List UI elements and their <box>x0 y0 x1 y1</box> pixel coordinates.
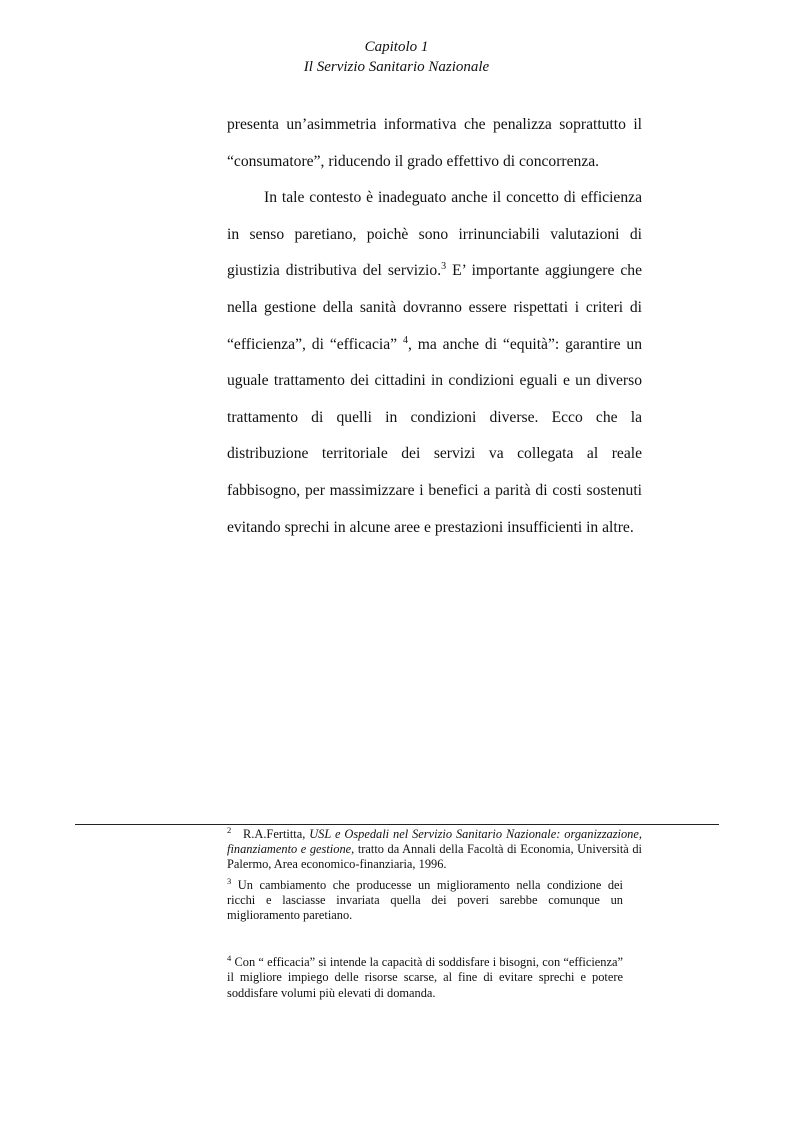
footnote-4-number: 4 <box>227 953 232 964</box>
footnote-3-number: 3 <box>227 875 232 886</box>
footnote-2-author: R.A.Fertitta, <box>243 827 306 841</box>
footnote-2-number: 2 <box>227 824 232 835</box>
running-header <box>0 37 793 77</box>
paragraph-2 <box>227 180 642 546</box>
paragraph-2-part-a: In tale contesto è inadeguato anche il concetto di efficienza in senso paretiano, poichè sono irrinunciabili valutazioni di giustizia distributiva del servizio. <box>227 189 642 280</box>
footnote-2-title: USL e Ospedali nel Servizio Sanitario Nazionale: organizzazione, finanziamento e gestione, <box>227 827 642 857</box>
footnote-ref-3: 3 <box>441 261 447 273</box>
footnote-ref-4: 4 <box>402 334 408 346</box>
chapter-title: Il Servizio Sanitario Nazionale <box>303 59 490 75</box>
footnote-2-rest: tratto da Annali della Facoltà di Economia, Università di Palermo, Area economico-finanziaria, 1996. <box>227 842 642 872</box>
footnote-2 <box>227 824 642 873</box>
footnote-3-text: Un cambiamento che producesse un miglioramento nella condizione dei ricchi e lasciasse invariata quella dei poveri sarebbe comunque un miglioramento paretiano. <box>227 877 623 923</box>
paragraph-2-part-c: , ma anche di “equità”: garantire un uguale trattamento dei cittadini in condizioni eguali e un diverso trattamento di quelli in condizioni diverse. Ecco che la distribuzione territoriale dei servizi va collegata al reale fabbisogno, per massimizzare i benefici a parità di costi sostenuti evitando sprechi in alcune aree e prestazioni insufficienti in altre. <box>227 335 642 536</box>
footnote-separator <box>75 824 719 825</box>
main-text <box>227 107 642 546</box>
footnote-4 <box>227 955 623 1001</box>
footnote-4-text: Con “ efficacia” si intende la capacità di soddisfare i bisogni, con “efficienza” il migliore impiego delle risorse scarse, al fine di evitare sprechi e potere soddisfare volumi più elevati di domanda. <box>227 955 623 1000</box>
paragraph-1: presenta un’asimmetria informativa che penalizza soprattutto il “consumatore”, riducendo il grado effettivo di concorrenza. <box>227 116 642 170</box>
chapter-label: Capitolo 1 <box>364 39 429 55</box>
footnotes <box>227 824 642 1001</box>
paragraph-2-part-b: E’ importante aggiungere che nella gestione della sanità dovranno essere rispettati i criteri di “efficienza”, di “efficacia” <box>227 262 642 353</box>
footnote-3 <box>227 875 623 924</box>
